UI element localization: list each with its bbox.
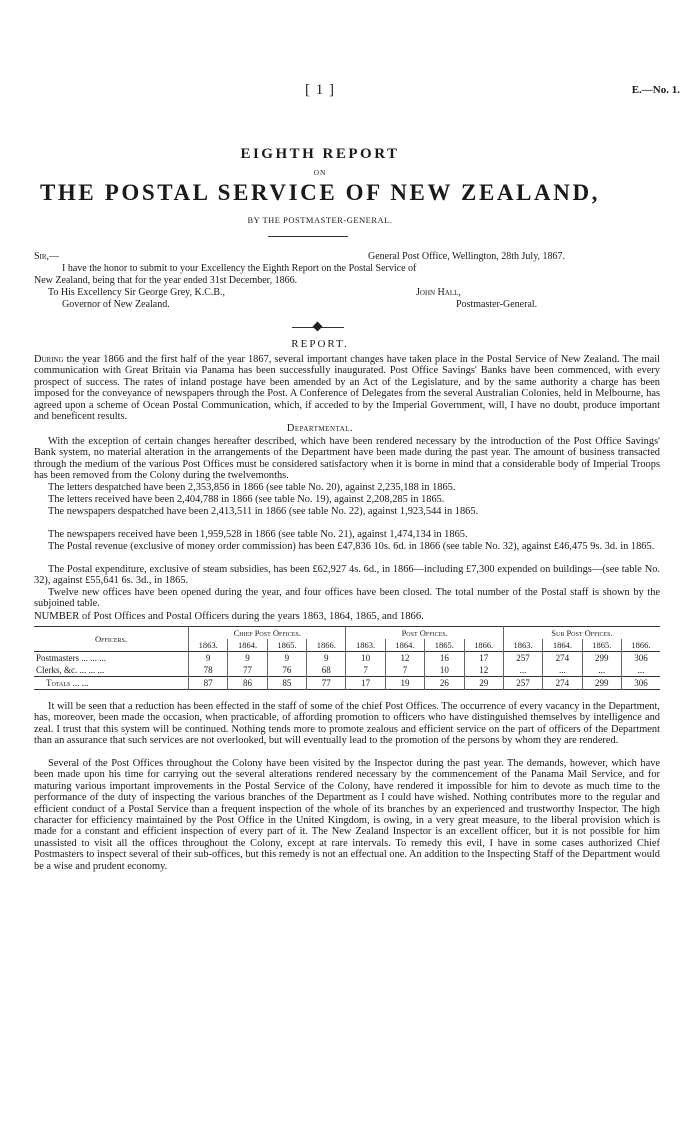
departmental-heading: Departmental. xyxy=(286,423,354,434)
table-cell: 257 xyxy=(503,652,542,665)
table-cell: 9 xyxy=(307,652,346,665)
table-cell: 299 xyxy=(582,652,621,665)
letter-addressee: To His Excellency Sir George Grey, K.C.B., xyxy=(48,287,226,298)
newspapers-received-line: The newspapers received have been 1,959,528 in 1866 (see table No. 21), against 1,474,134 in 1865. xyxy=(48,529,468,540)
table-cell: 306 xyxy=(621,652,660,665)
table-total-cell: 17 xyxy=(346,677,385,690)
table-cell: 16 xyxy=(425,652,464,665)
table-total-cell: 85 xyxy=(267,677,306,690)
ornament-diamond xyxy=(313,322,323,332)
table-total-cell: 299 xyxy=(582,677,621,690)
table-row-label: Postmasters ... ... ... xyxy=(36,653,107,663)
table-cell: 12 xyxy=(385,652,424,665)
table-year-header: 1864. xyxy=(228,639,267,652)
table-cell: ... xyxy=(621,664,660,677)
table-caption: NUMBER of Post Offices and Postal Officers during the years 1863, 1864, 1865, and 1866. xyxy=(34,611,424,622)
report-intro-paragraph xyxy=(34,354,660,422)
departmental-paragraph: With the exception of certain changes hereafter described, which have been rendered necessary by the introduction of the Post Office Savings' Bank system, no material alteration in the arrangements of the Department have been made during the past year. The amount of business transacted through the medium of the various Post Offices must be considered satisfactory when it is borne in mind that a considerable body of Imperial Troops has been removed from the Colony during the twelvemonths. xyxy=(34,436,660,482)
inspection-paragraph: Several of the Post Offices throughout the Colony have been visited by the Inspector during the past year. The demands, however, which have been made upon his time for carrying out the several alterations rendered necessary by the commencement of the Panama Mail Service, and for maturing various important improvements in the Postal Service of the Colony, have rendered it impossible for him to devote as much time to the performance of the duty of inspecting the various branches of the Department as I could have wished. Nothing contributes more to the regular and efficient conduct of a Postal Service than a frequent inspection of the whole of its branches by an experienced and trustworthy Inspector. The high character for efficiency maintained by the Post Office in the United Kingdom, is owing, in a very great measure, to the liberal provision which is made for a constant and efficient inspection of every part of it. The New Zealand Inspector is an excellent officer, but it is not possible for him unassisted to visit all the offices throughout the Colony, except at rare intervals. To remedy this evil, I have in some cases authorized Chief Postmasters to inspect several of their sub-offices, but this remedy is not an effectual one. An addition to the Inspecting Staff of the Department would be a wise and prudent economy. xyxy=(34,758,660,872)
table-total-cell: 26 xyxy=(425,677,464,690)
table-group-sub-post-offices: Sub Post Offices. xyxy=(503,627,660,640)
letters-despatched-line: The letters despatched have been 2,353,856 in 1866 (see table No. 20), against 2,235,188 in 1865. xyxy=(48,482,456,493)
staff-reduction-paragraph: It will be seen that a reduction has been effected in the staff of some of the chief Post Offices. The occurrence of every vacancy in the Department, has, moreover, been made the occasion, when practicable, of affording promotion to officers who have distinguished themselves by intelligence and zeal. I trust that this system will be continued. Nothing tends more to promote zealous and efficient service on the part of officers of the Department than an assurance that such services are not overlooked, but will eventually lead to the promotion of the persons by whom they are rendered. xyxy=(34,701,660,747)
document-reference: E.—No. 1. xyxy=(631,84,680,96)
table-cell: 9 xyxy=(189,652,228,665)
postal-revenue-line: The Postal revenue (exclusive of money order commission) has been £47,836 10s. 6d. in 1866 (see table No. 32), against £46,475 9s. 3d. in 1865. xyxy=(48,541,655,552)
table-cell: 78 xyxy=(189,664,228,677)
table-cell: 7 xyxy=(385,664,424,677)
table-year-header: 1865. xyxy=(425,639,464,652)
letter-signatory-title: Postmaster-General. xyxy=(456,299,538,310)
table-year-header: 1866. xyxy=(621,639,660,652)
title-divider xyxy=(268,236,348,237)
table-group-chief-post-offices: Chief Post Offices. xyxy=(189,627,346,640)
table-group-post-offices: Post Offices. xyxy=(346,627,503,640)
letter-salutation: Sir,— xyxy=(34,251,60,262)
table-total-cell: 19 xyxy=(385,677,424,690)
page-header xyxy=(0,82,700,102)
table-totals-row xyxy=(34,677,660,690)
letter-addressee-title: Governor of New Zealand. xyxy=(62,299,170,310)
table-row xyxy=(34,652,660,665)
table-cell: 77 xyxy=(228,664,267,677)
report-subject-title: THE POSTAL SERVICE OF NEW ZEALAND, xyxy=(39,180,601,205)
letter-body-line-2: New Zealand, being that for the year ended 31st December, 1866. xyxy=(34,275,298,286)
table-cell: 9 xyxy=(228,652,267,665)
table-row xyxy=(34,664,660,677)
letter-body-line-1: I have the honor to submit to your Excellency the Eighth Report on the Postal Service of xyxy=(62,263,417,274)
table-total-cell: 77 xyxy=(307,677,346,690)
intro-dropcap-word: During xyxy=(34,354,64,365)
table-cell: 12 xyxy=(464,664,503,677)
table-cell: 68 xyxy=(307,664,346,677)
table-total-cell: 87 xyxy=(189,677,228,690)
table-total-cell: 86 xyxy=(228,677,267,690)
table-total-cell: 306 xyxy=(621,677,660,690)
table-year-header: 1865. xyxy=(582,639,621,652)
report-author-line: BY THE POSTMASTER-GENERAL. xyxy=(247,215,393,225)
postal-expenditure-line: The Postal expenditure, exclusive of steam subsidies, has been £62,927 4s. 6d., in 1866—including £7,300 expended on buildings—(see table No. 32), against £55,641 6s. 3d., in 1865. xyxy=(34,564,660,587)
table-cell: 10 xyxy=(346,652,385,665)
table-cell: 76 xyxy=(267,664,306,677)
table-year-header: 1865. xyxy=(267,639,306,652)
table-year-header: 1866. xyxy=(464,639,503,652)
table-year-header: 1866. xyxy=(307,639,346,652)
table-cell: 7 xyxy=(346,664,385,677)
intro-text: the year 1866 and the first half of the year 1867, several important changes have taken place in the Postal Service of New Zealand. The mail communication with Great Britain via Panama has been successfully inaugurated. Post Office Savings' Banks have been commenced, with every prospect of success. The rates of inland postage have been amended by an Act of the Legislature, and by the same authority a charge has been imposed for the conveyance of newspapers through the Post. A Conference of Delegates from the several Australian Colonies, held in Melbourne, has agreed upon a scheme of Ocean Postal Communication, which, if acceded to by the Imperial Government, will, I have no doubt, produce important and beneficent results. xyxy=(34,354,660,423)
table-cell: 10 xyxy=(425,664,464,677)
letter-signatory-name: John Hall, xyxy=(416,287,461,298)
table-cell: 17 xyxy=(464,652,503,665)
report-heading: REPORT. xyxy=(291,338,349,350)
table-cell: 274 xyxy=(543,652,582,665)
table-row-header: Officers. xyxy=(34,627,189,652)
table-year-header: 1864. xyxy=(543,639,582,652)
letter-place-date: General Post Office, Wellington, 28th July, 1867. xyxy=(368,251,566,262)
table-cell: ... xyxy=(543,664,582,677)
table-year-header: 1863. xyxy=(346,639,385,652)
table-year-header: 1863. xyxy=(189,639,228,652)
report-title: EIGHTH REPORT xyxy=(240,146,400,162)
table-total-cell: 257 xyxy=(503,677,542,690)
table-totals-label: Totals ... ... xyxy=(46,678,89,688)
table-total-cell: 29 xyxy=(464,677,503,690)
table-year-header: 1863. xyxy=(503,639,542,652)
page-number: [ 1 ] xyxy=(305,82,335,98)
newspapers-despatched-line: The newspapers despatched have been 2,413,511 in 1866 (see table No. 22), against 1,923,544 in 1865. xyxy=(48,506,479,517)
table-total-cell: 274 xyxy=(543,677,582,690)
table-cell: ... xyxy=(582,664,621,677)
letters-received-line: The letters received have been 2,404,788 in 1866 (see table No. 19), against 2,208,285 in 1865. xyxy=(48,494,445,505)
table-row-label: Clerks, &c. ... ... ... xyxy=(36,665,105,675)
table-cell: ... xyxy=(503,664,542,677)
title-connector: ON xyxy=(313,168,327,177)
staff-table xyxy=(34,626,660,690)
offices-opened-line: Twelve new offices have been opened during the year, and four offices have been closed. The total number of the Postal staff is shown by the subjoined table. xyxy=(34,587,660,610)
table-cell: 9 xyxy=(267,652,306,665)
table-year-header: 1864. xyxy=(385,639,424,652)
